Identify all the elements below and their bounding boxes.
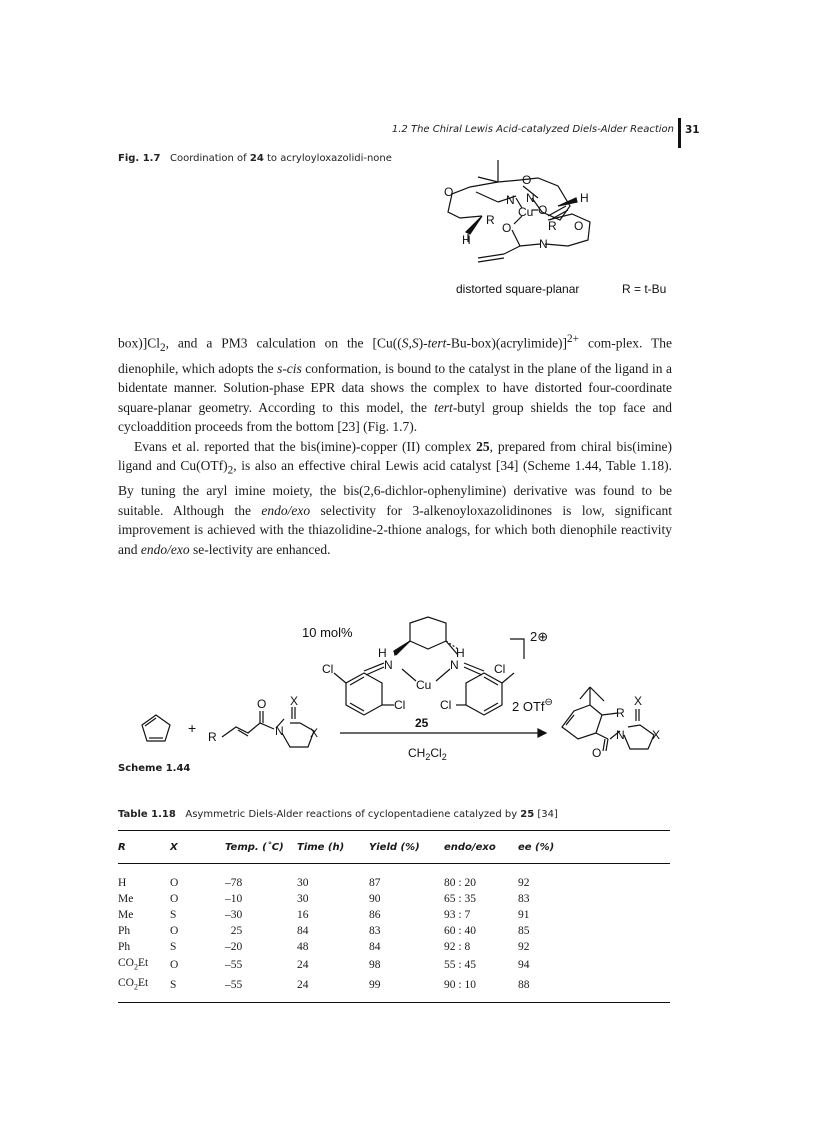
p1-charge: 2+: [567, 333, 580, 345]
figure-structure: [420, 150, 680, 275]
col-header-temp: Temp. (˚C): [225, 831, 297, 864]
fig-atom-h-right: H: [580, 191, 589, 205]
paragraph-2: [118, 437, 672, 560]
table-cell: Ph: [118, 941, 131, 953]
table-cell: S: [170, 975, 225, 1002]
scheme-compound-number: 25: [415, 716, 429, 730]
running-head: 1.2 The Chiral Lewis Acid-catalyzed Diels-Alder Reaction: [391, 124, 674, 135]
fig-atom-cu: Cu: [518, 205, 534, 219]
p2-seg-a: Evans et al. reported that the bis(imine)-copper (II) complex: [134, 438, 477, 454]
p2-seg-b: , prepared from chiral bis(imine) ligand and Cu(OTf): [118, 438, 672, 474]
scheme-atom-h-right: H: [456, 646, 465, 660]
table-cell: 90: [369, 893, 381, 905]
fig-atom-o-acyl: O: [502, 221, 512, 235]
table-row: [118, 955, 670, 975]
fig-atom-r-left: R: [486, 213, 495, 227]
table-cell: S: [170, 941, 177, 953]
table-cell: 55 : 45: [444, 959, 476, 972]
table-cell: 87: [369, 877, 381, 889]
p1-ss: S,S: [401, 335, 419, 351]
fig-atom-n-left: N: [506, 193, 515, 207]
table-caption: [118, 809, 678, 820]
fig-atom-o-top: O: [522, 173, 532, 187]
table-cell: H: [118, 877, 127, 889]
page-number: 31: [685, 124, 700, 136]
table-cell: 80 : 20: [444, 877, 476, 889]
scheme-plus: +: [188, 720, 197, 736]
scheme-atom-n-product: N: [616, 728, 625, 742]
fig-atom-n-right: N: [526, 191, 535, 205]
table-cell: –78: [225, 877, 243, 889]
paragraph-1: [118, 330, 672, 437]
table-cell: 84: [297, 925, 309, 937]
header-rule: [678, 118, 681, 148]
col-header-r: R: [118, 831, 170, 864]
table-row: [118, 864, 670, 892]
data-table: [118, 830, 670, 1003]
scheme-catalyst-loading: 10 mol%: [302, 625, 353, 640]
p1-sub: 2: [160, 342, 166, 355]
solvent-sub-1: 2: [425, 752, 431, 762]
p2-endoexo-2: endo/exo: [140, 541, 190, 557]
table-cell: 83: [518, 893, 530, 905]
table-cell: 84: [369, 941, 381, 953]
scheme-charge: 2⊕: [530, 629, 549, 644]
table-cell: –10: [225, 893, 243, 905]
fig-atom-o-carbonyl: O: [538, 203, 548, 217]
table-cell: S: [170, 909, 177, 921]
table-header-row: [118, 831, 670, 864]
body-text: [118, 330, 672, 559]
table-cell: –30: [225, 909, 243, 921]
col-header-yield: Yield (%): [369, 831, 444, 864]
table-cell: 92: [518, 877, 530, 889]
solvent-sub-2: 2: [441, 752, 447, 762]
scheme-atom-x-product-top: X: [634, 694, 643, 708]
scheme-atom-n-dienophile: N: [275, 724, 284, 738]
scheme-solvent: [408, 746, 447, 762]
scheme-counterion-charge: ⊖: [544, 697, 553, 708]
scheme-atom-h-left: H: [378, 646, 387, 660]
table-cell: 24: [297, 959, 309, 972]
table-cell: 83: [369, 925, 381, 937]
fig-atom-o-left: O: [444, 185, 454, 199]
scheme-structure: [112, 615, 692, 765]
scheme-atom-cl-4: Cl: [440, 698, 452, 712]
col-header-ee: ee (%): [518, 831, 670, 864]
table-cell: Me: [118, 893, 134, 905]
table-cell: –55: [225, 959, 243, 972]
table-row: [118, 939, 670, 955]
figure-caption: [118, 152, 398, 166]
table-cell: 85: [518, 925, 530, 937]
scheme-atom-cu: Cu: [416, 678, 432, 692]
table-cell: O: [170, 877, 179, 889]
p1-scis: s-cis: [277, 360, 302, 376]
table-cell: 30: [297, 877, 309, 889]
p1-seg-g: -butyl group shields the top face and cycloaddition proceeds from the bottom [23] (Fig. 1.7).: [118, 399, 672, 435]
table-caption-text-1: Asymmetric Diels-Alder reactions of cyclopentadiene catalyzed by: [185, 809, 521, 820]
p2-endoexo-1: endo/exo: [261, 502, 311, 518]
scheme-atom-n-right: N: [450, 658, 459, 672]
scheme-atom-r-product: R: [616, 706, 625, 720]
table-cell: 91: [518, 909, 530, 921]
p1-seg-c: )-: [418, 335, 428, 351]
table-cell: 98: [369, 959, 381, 972]
table-cell: 60 : 40: [444, 925, 476, 937]
scheme-atom-n-left: N: [384, 658, 393, 672]
table-cell: 24: [297, 975, 369, 1002]
p2-seg-d: selectivity for 3-alkenoyloxazolidinones is low, significant improvement is achieved with the thiazolidine-2-thione analogs, for which both dienophile reactivity and: [118, 502, 672, 557]
table-cell: Me: [118, 909, 134, 921]
scheme-atom-r-dienophile: R: [208, 730, 217, 744]
col-header-endo-exo: endo/exo: [444, 831, 518, 864]
table-caption-compound: 25: [520, 809, 535, 820]
table-row: [118, 891, 670, 907]
scheme-atom-x-product-ring: X: [652, 728, 661, 742]
table-cell: 99: [369, 975, 444, 1002]
scheme-atom-o-dienophile: O: [257, 697, 267, 711]
fig-atom-o-ring: O: [574, 219, 584, 233]
table-label: Table 1.18: [118, 809, 176, 820]
table-cell: 88: [518, 975, 670, 1002]
col-header-time: Time (h): [297, 831, 369, 864]
p1-seg-b: , and a PM3 calculation on the [Cu((: [165, 335, 402, 351]
p1-seg-e: com-plex. The dienophile, which adopts the: [118, 335, 672, 376]
fig-atom-h-left: H: [462, 233, 471, 247]
figure-r-definition: R = t-Bu: [622, 282, 667, 296]
scheme-atom-cl-3: Cl: [394, 698, 406, 712]
p2-seg-c: , is also an effective chiral Lewis acid catalyst [34] (Scheme 1.44, Table 1.18). By tuning the aryl imine moiety, the bis(2,6-dichlor-ophenylimine) derivative was found to be suitable. Although the: [118, 458, 672, 518]
scheme-counterion: [512, 697, 553, 714]
table-cell: 65 : 35: [444, 893, 476, 905]
p1-tert-2: tert: [434, 399, 453, 415]
p1-tert-1: tert: [427, 335, 447, 351]
solvent-cl: Cl: [430, 746, 442, 760]
table-cell: 92 : 8: [444, 941, 471, 953]
table-cell: 94: [518, 959, 530, 972]
table-row: [118, 923, 670, 939]
scheme-atom-o-product: O: [592, 746, 602, 760]
table-cell: 25: [225, 925, 243, 937]
table-cell: $CO_2Et$: [118, 975, 170, 1002]
scheme-label: Scheme 1.44: [118, 763, 191, 774]
solvent-ch: CH: [408, 746, 426, 760]
table-cell: 48: [297, 941, 309, 953]
table-cell: –55: [225, 975, 297, 1002]
p1-seg-f: conformation, is bound to the catalyst in the plane of the ligand in a bidentate manner. Solution-phase EPR data shows the complex to have distorted four-coordinate square-planar geometry. According to this model, the: [118, 360, 672, 415]
table-cell: Ph: [118, 925, 131, 937]
scheme-counterion-text: 2 OTf: [512, 699, 545, 714]
figure-geometry-label: distorted square-planar: [456, 282, 580, 296]
table-cell: 16: [297, 909, 309, 921]
p1-seg-a: box)]Cl: [118, 335, 160, 351]
table-cell: 93 : 7: [444, 909, 471, 921]
figure-caption-compound: 24: [249, 153, 264, 164]
scheme-atom-x-ring: X: [310, 726, 319, 740]
col-header-x: X: [170, 831, 225, 864]
table-cell: 86: [369, 909, 381, 921]
scheme-atom-x-top: X: [290, 694, 299, 708]
table-row: [118, 907, 670, 923]
table-cell: 92: [518, 941, 530, 953]
figure-caption-text-1: Coordination of: [169, 153, 250, 164]
table-cell: –20: [225, 941, 243, 953]
table-cell: 90 : 10: [444, 975, 518, 1002]
table-cell: O: [170, 893, 179, 905]
table-caption-text-2: [34]: [534, 809, 558, 820]
table-cell: O: [170, 959, 179, 972]
p2-seg-e: se-lectivity are enhanced.: [189, 541, 331, 557]
scheme-atom-cl-2: Cl: [494, 662, 506, 676]
p2-sub: 2: [227, 464, 234, 477]
fig-atom-r-right: R: [548, 219, 557, 233]
p1-seg-d: -Bu-box)(acrylimide)]: [446, 335, 568, 351]
figure-caption-text-2: to acryloyloxazolidi-none: [263, 153, 392, 164]
scheme-atom-cl-1: Cl: [322, 662, 334, 676]
figure-label: Fig. 1.7: [118, 153, 161, 164]
table-cell: $CO_2Et$: [118, 957, 149, 972]
p2-compound: 25: [476, 438, 490, 454]
table-row: [118, 975, 670, 1002]
fig-atom-n-oxazolidinone: N: [539, 237, 548, 251]
table-cell: O: [170, 925, 179, 937]
table-cell: 30: [297, 893, 309, 905]
